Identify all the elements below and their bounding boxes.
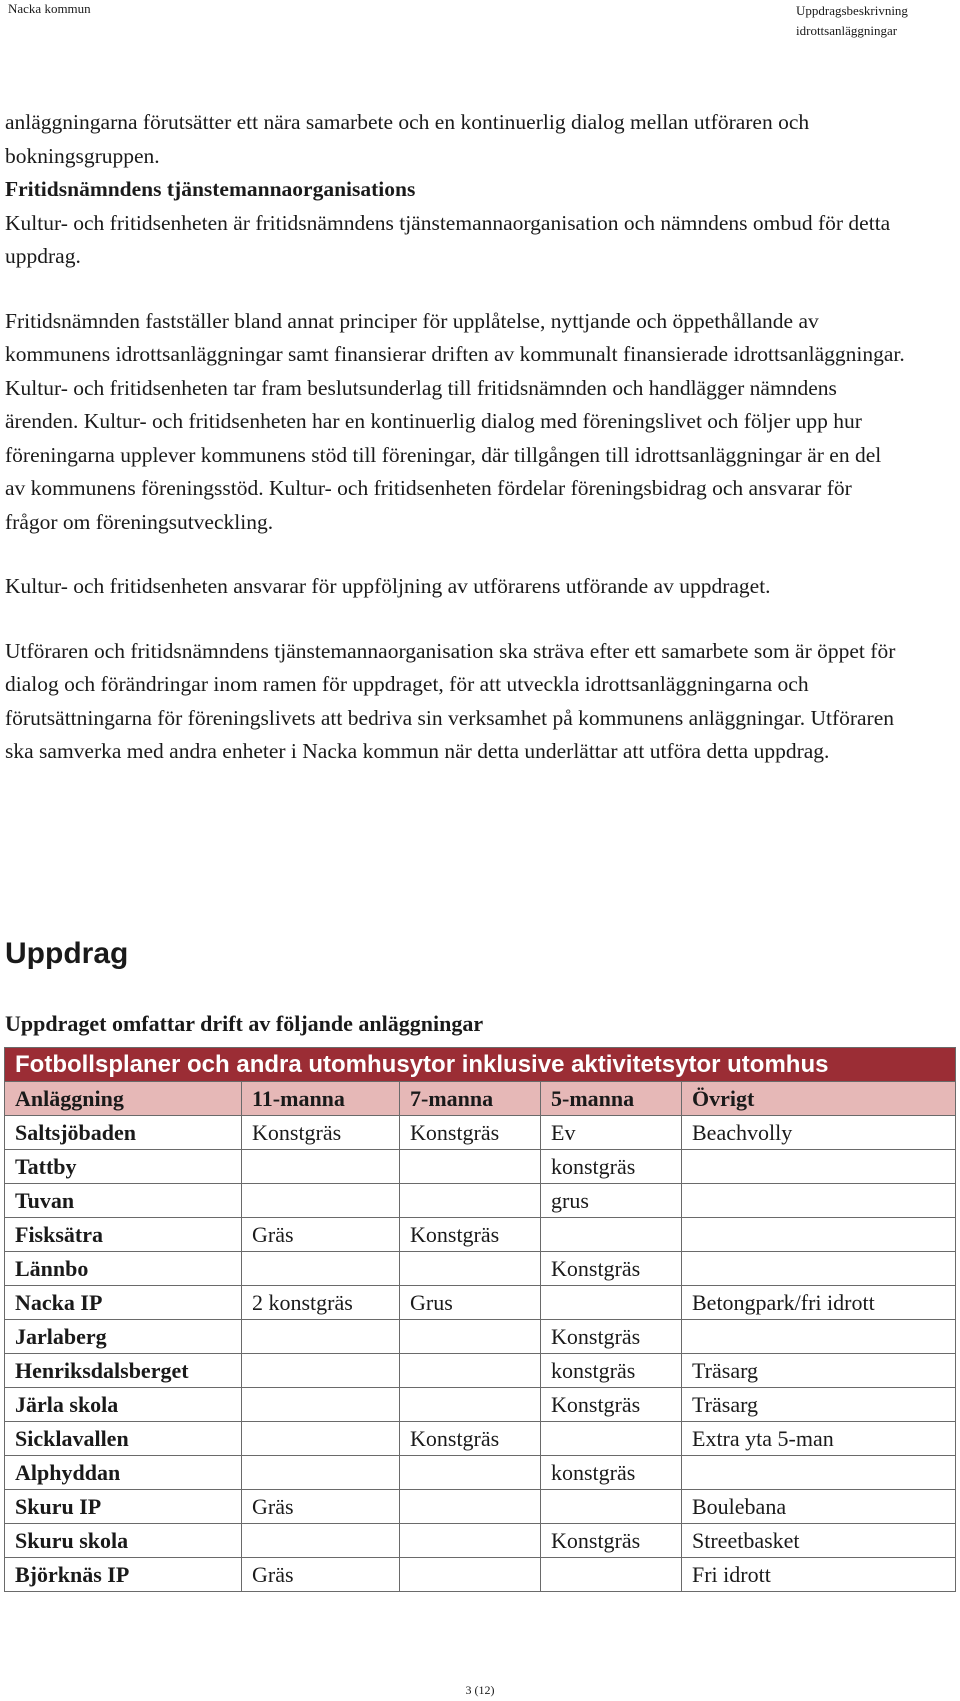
table-cell: Träsarg: [682, 1354, 956, 1388]
table-cell: [541, 1422, 682, 1456]
facility-name-cell: Nacka IP: [5, 1286, 242, 1320]
table-cell: [242, 1150, 400, 1184]
table-cell: [541, 1286, 682, 1320]
table-row: [5, 1456, 956, 1490]
table-cell: [682, 1456, 956, 1490]
table-row: [5, 1524, 956, 1558]
table-row: [5, 1354, 956, 1388]
paragraph-fritidsnamnden: Fritidsnämnden fastställer bland annat principer för upplåtelse, nyttjande och öppethållande av kommunens idrottsanläggningar samt finansierar driften av kommunalt finansierade idrottsanläggningar. Kultur- och fritidsenheten tar fram beslutsunderlag till fritidsnämnden och handlägger nämndens ärenden. Kultur- och fritidsenheten har en kontinuerlig dialog med föreningslivet och följer upp hur föreningarna upplever kommunens stöd till föreningar, där tillgången till idrottsanläggningar är en del av kommunens föreningsstöd. Kultur- och fritidsenheten fördelar föreningsbidrag och ansvarar för frågor om föreningsutveckling.: [5, 308, 905, 534]
table-cell: [682, 1252, 956, 1286]
table-cell: [400, 1252, 541, 1286]
table-row: [5, 1252, 956, 1286]
table-cell: [242, 1184, 400, 1218]
header-title-line2: idrottsanläggningar: [796, 23, 898, 38]
table-row: [5, 1422, 956, 1456]
column-header-5-manna: 5-manna: [541, 1082, 682, 1116]
table-cell: [242, 1354, 400, 1388]
table-row: [5, 1388, 956, 1422]
table-cell: Konstgräs: [541, 1252, 682, 1286]
facility-name-cell: Alphyddan: [5, 1456, 242, 1490]
facility-name-cell: Skuru IP: [5, 1490, 242, 1524]
paragraph-samarbete: Utföraren och fritidsnämndens tjänstemannaorganisation ska sträva efter ett samarbete som är öppet för dialog och förändringar inom ramen för uppdraget, för att utveckla idrottsanläggningarna och förutsättningarna för föreningslivets att bedriva sin verksamhet på kommunens anläggningar. Utföraren ska samverka med andra enheter i Nacka kommun när detta underlättar att utföra detta uppdrag.: [5, 638, 896, 763]
header-organization: Nacka kommun: [8, 1, 91, 16]
facility-name-cell: Skuru skola: [5, 1524, 242, 1558]
section-title: Fritidsnämndens tjänstemannaorganisations: [5, 177, 416, 201]
table-cell: Streetbasket: [682, 1524, 956, 1558]
table-header-row: [5, 1082, 956, 1116]
table-cell: Gräs: [242, 1218, 400, 1252]
table-cell: Konstgräs: [541, 1320, 682, 1354]
table-row: [5, 1558, 956, 1592]
table-cell: grus: [541, 1184, 682, 1218]
table-cell: 2 konstgräs: [242, 1286, 400, 1320]
paragraph-uppfoljning: Kultur- och fritidsenheten ansvarar för uppföljning av utförarens utförande av uppdraget.: [5, 574, 771, 598]
table-row: [5, 1286, 956, 1320]
table-cell: [242, 1422, 400, 1456]
table-cell: Grus: [400, 1286, 541, 1320]
table-cell: Konstgräs: [400, 1116, 541, 1150]
facility-name-cell: Saltsjöbaden: [5, 1116, 242, 1150]
table-cell: Boulebana: [682, 1490, 956, 1524]
table-cell: [682, 1320, 956, 1354]
table-cell: Konstgräs: [541, 1388, 682, 1422]
table-cell: Konstgräs: [400, 1422, 541, 1456]
table-cell: konstgräs: [541, 1150, 682, 1184]
facility-name-cell: Jarlaberg: [5, 1320, 242, 1354]
body-text: [5, 106, 905, 769]
facility-name-cell: Tattby: [5, 1150, 242, 1184]
table-row: [5, 1320, 956, 1354]
column-header-11-manna: 11-manna: [242, 1082, 400, 1116]
table-cell: [682, 1184, 956, 1218]
table-cell: Betongpark/fri idrott: [682, 1286, 956, 1320]
table-cell: [400, 1558, 541, 1592]
table-row: [5, 1218, 956, 1252]
table-title: Fotbollsplaner och andra utomhusytor inklusive aktivitetsytor utomhus: [5, 1048, 956, 1082]
table-cell: [541, 1490, 682, 1524]
table-cell: Gräs: [242, 1490, 400, 1524]
table-cell: [400, 1320, 541, 1354]
table-cell: Fri idrott: [682, 1558, 956, 1592]
table-cell: [682, 1150, 956, 1184]
column-header-7-manna: 7-manna: [400, 1082, 541, 1116]
table-row: [5, 1116, 956, 1150]
table-cell: Extra yta 5-man: [682, 1422, 956, 1456]
table-cell: [400, 1388, 541, 1422]
facility-name-cell: Henriksdalsberget: [5, 1354, 242, 1388]
table-cell: [242, 1388, 400, 1422]
table-row: [5, 1490, 956, 1524]
table-cell: [242, 1320, 400, 1354]
page-number: 3 (12): [465, 1683, 495, 1697]
table-row: [5, 1184, 956, 1218]
facility-name-cell: Tuvan: [5, 1184, 242, 1218]
table-cell: Beachvolly: [682, 1116, 956, 1150]
table-cell: [400, 1524, 541, 1558]
table-cell: Träsarg: [682, 1388, 956, 1422]
table-cell: [400, 1150, 541, 1184]
table-cell: Ev: [541, 1116, 682, 1150]
table-title-row: [5, 1048, 956, 1082]
table-cell: [400, 1490, 541, 1524]
table-cell: Konstgräs: [242, 1116, 400, 1150]
heading-uppdrag: Uppdrag: [5, 937, 129, 970]
facility-name-cell: Sicklavallen: [5, 1422, 242, 1456]
table-cell: konstgräs: [541, 1456, 682, 1490]
table-cell: [682, 1218, 956, 1252]
header-title-line1: Uppdragsbeskrivning: [796, 3, 908, 18]
table-cell: konstgräs: [541, 1354, 682, 1388]
table-cell: Konstgräs: [400, 1218, 541, 1252]
paragraph-continuation: anläggningarna förutsätter ett nära samarbete och en kontinuerlig dialog mellan utföraren och bokningsgruppen.: [5, 110, 810, 168]
table-cell: Konstgräs: [541, 1524, 682, 1558]
table-cell: [541, 1558, 682, 1592]
table-cell: [242, 1456, 400, 1490]
table-cell: [400, 1184, 541, 1218]
column-header-ovrigt: Övrigt: [682, 1082, 956, 1116]
facility-name-cell: Lännbo: [5, 1252, 242, 1286]
table-cell: Gräs: [242, 1558, 400, 1592]
subheading-anlaggningar: Uppdraget omfattar drift av följande anläggningar: [5, 1011, 484, 1036]
facility-name-cell: Järla skola: [5, 1388, 242, 1422]
table-cell: [242, 1252, 400, 1286]
header-document-title: [796, 1, 908, 41]
facilities-table: [4, 1047, 956, 1592]
table-cell: [400, 1354, 541, 1388]
paragraph-ombud: Kultur- och fritidsenheten är fritidsnämndens tjänstemannaorganisation och nämndens ombud för detta uppdrag.: [5, 210, 891, 268]
facility-name-cell: Björknäs IP: [5, 1558, 242, 1592]
column-header-anlaggning: Anläggning: [5, 1082, 242, 1116]
table-cell: [400, 1456, 541, 1490]
table-cell: [541, 1218, 682, 1252]
facility-name-cell: Fisksätra: [5, 1218, 242, 1252]
table-cell: [242, 1524, 400, 1558]
table-row: [5, 1150, 956, 1184]
